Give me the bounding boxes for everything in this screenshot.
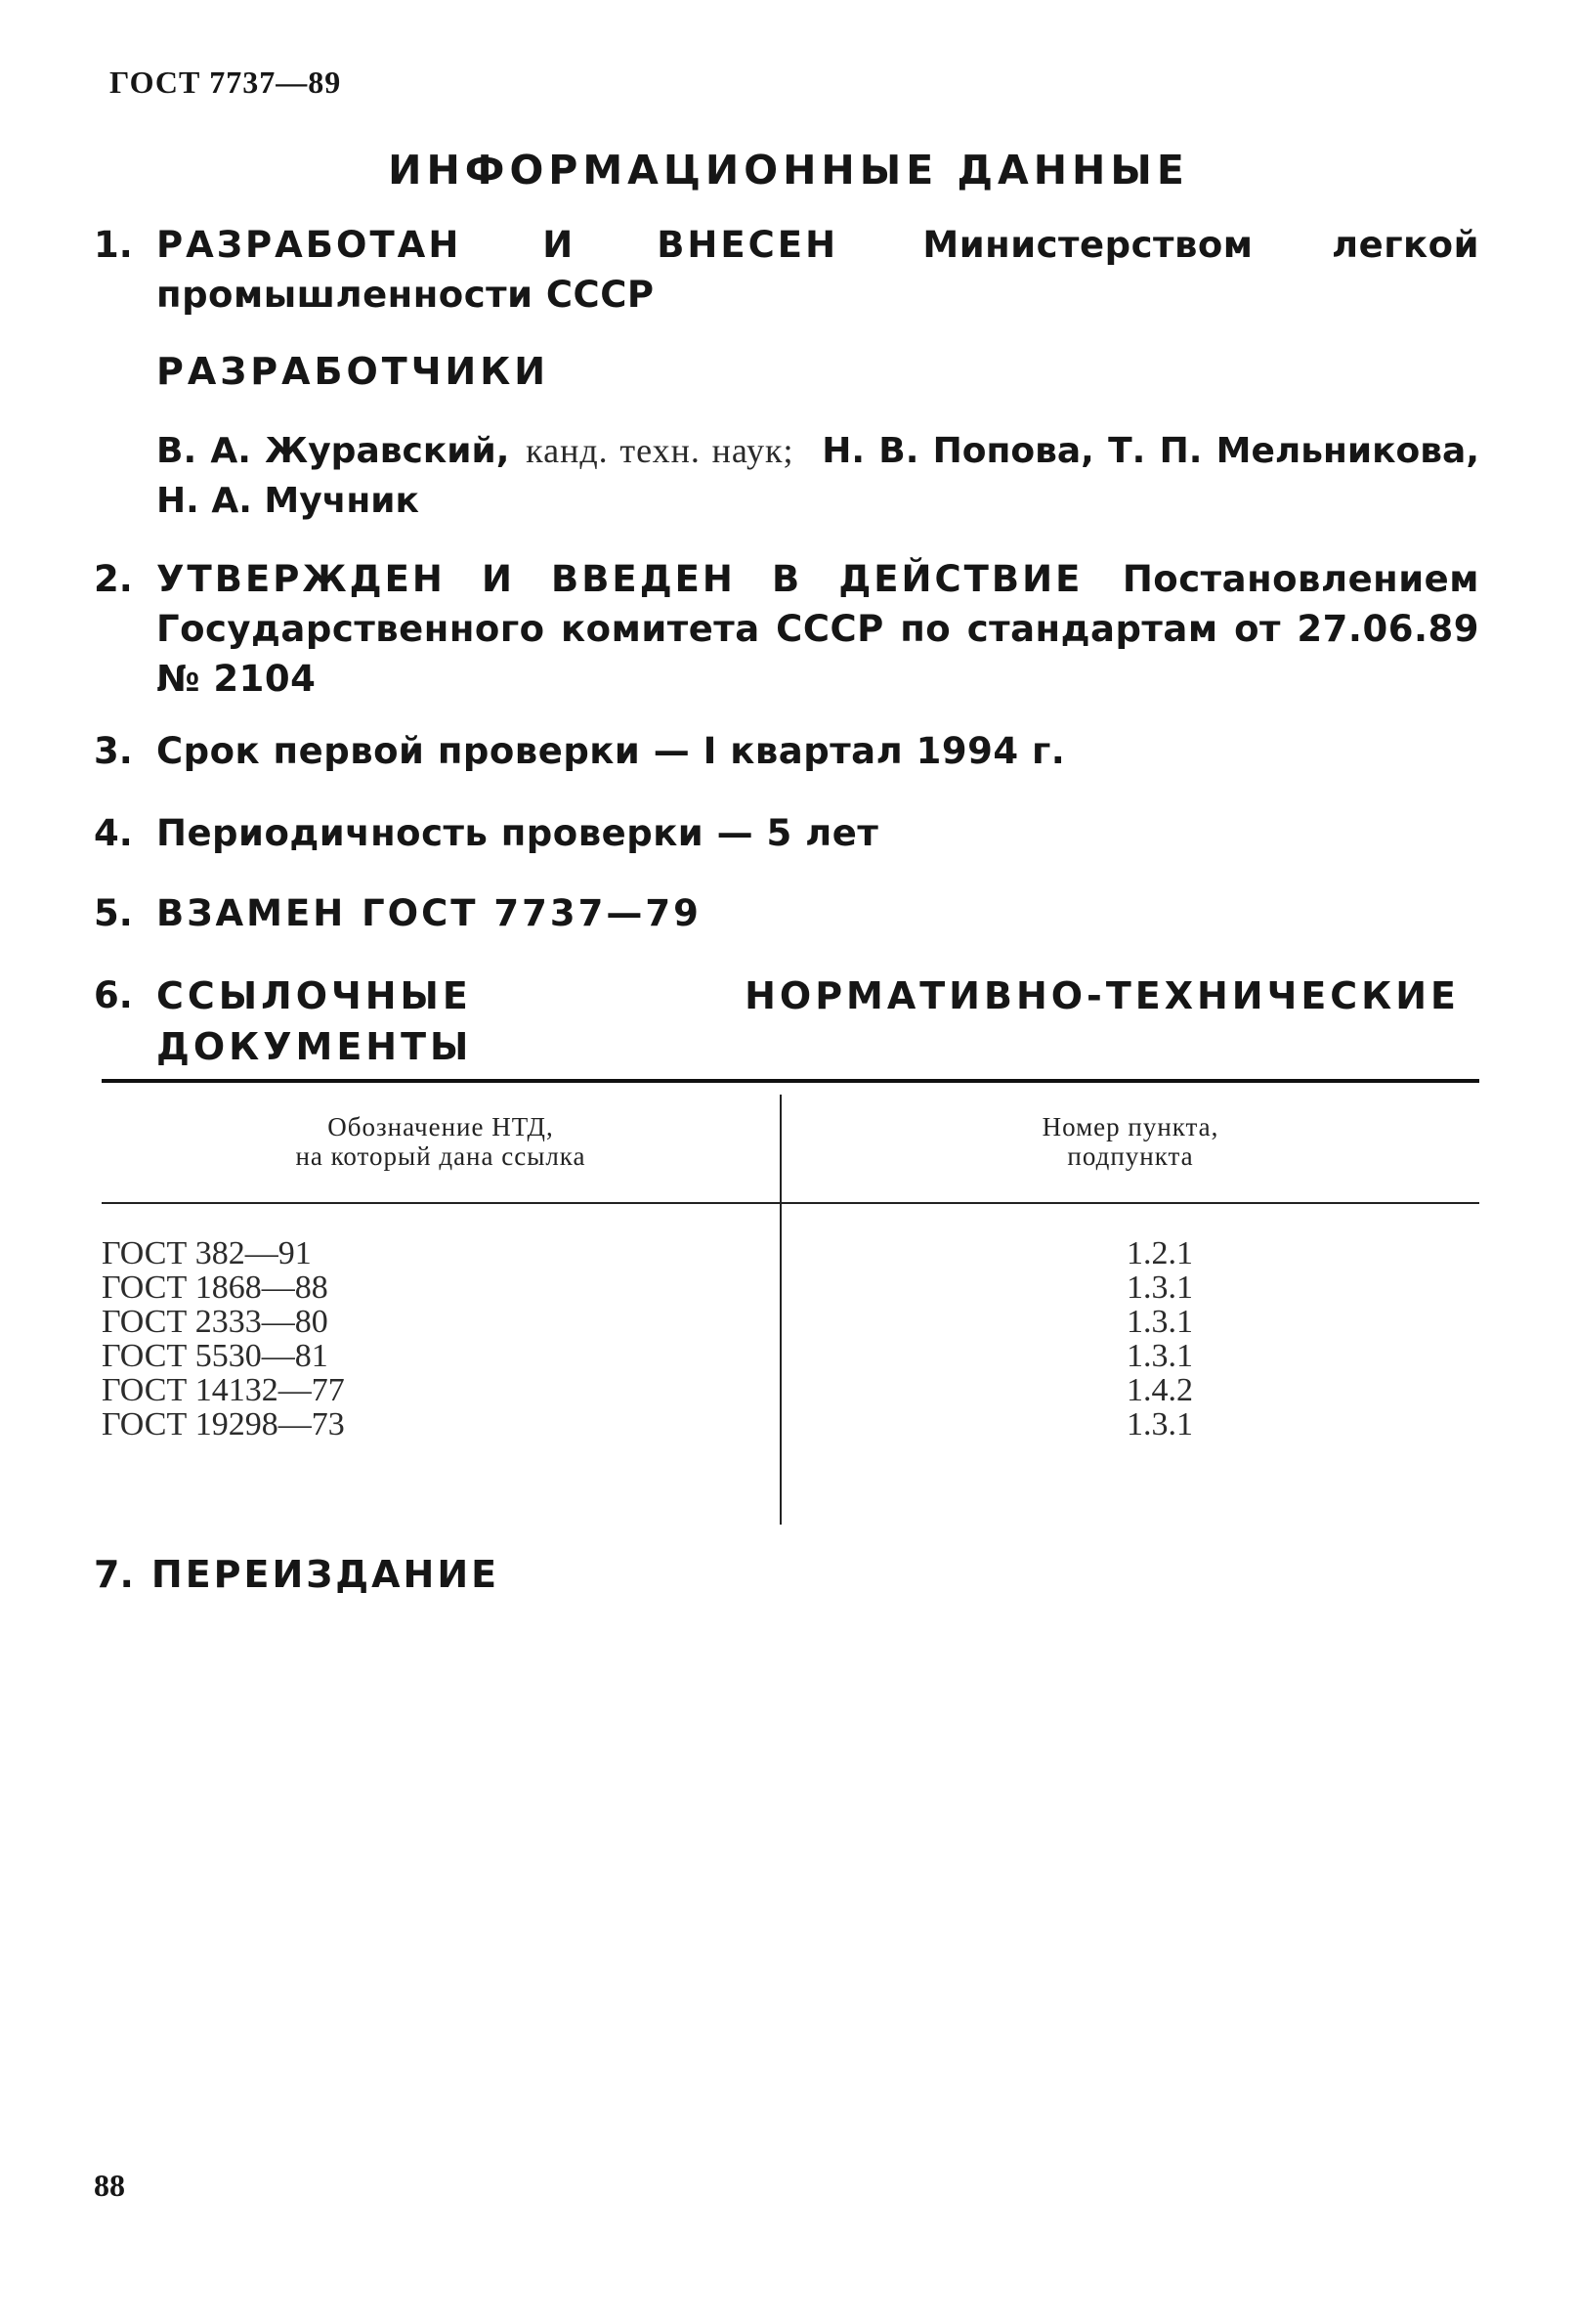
header-line: на который дана ссылка [295,1141,586,1171]
list-item [94,971,1479,1073]
table-column-documents [102,1236,766,1442]
header-line: Обозначение НТД, [327,1112,554,1141]
table-cell-clause: 1.3.1 [1127,1338,1193,1374]
developers-list [156,426,1479,526]
item-lead-text: УТВЕРЖДЕН И ВВЕДЕН В ДЕЙСТВИЕ [156,558,1084,600]
list-item [94,889,1479,939]
document-code: ГОСТ 7737—89 [109,65,342,100]
table-cell-clause: 1.4.2 [1127,1372,1193,1408]
developer-names: Н. В. Попова, Т. П. Мельникова, Н. А. Мучник [156,431,1480,521]
item-number: 2. [94,558,133,600]
item-lead-text: РАЗРАБОТАН И ВНЕСЕН [156,224,839,266]
table-cell-document: ГОСТ 5530—81 [102,1338,328,1374]
header-line: подпункта [1067,1141,1194,1171]
table-cell-document: ГОСТ 1868—88 [102,1270,328,1306]
list-item [94,727,1479,777]
table-cell-document: ГОСТ 19298—73 [102,1406,345,1442]
item-text: ССЫЛОЧНЫЕ НОРМАТИВНО-ТЕХНИЧЕСКИЕ ДОКУМЕНТЫ [156,974,1460,1068]
page-number: 88 [94,2168,125,2203]
page-title: ИНФОРМАЦИОННЫЕ ДАННЫЕ [388,147,1189,194]
table-cell-clause: 1.3.1 [1127,1270,1193,1306]
item-number: 4. [94,812,133,854]
table-header-rule [102,1202,1479,1204]
header-line: Номер пункта, [1042,1112,1219,1141]
list-item [94,1550,499,1600]
list-item [94,221,1479,321]
table-column-clauses [782,1236,1479,1442]
item-number: 6. [94,974,133,1016]
item-text: Срок первой проверки — I квартал 1994 г. [156,730,1066,772]
developers-heading: РАЗРАБОТЧИКИ [156,350,550,393]
table-header-document [102,1112,780,1171]
table-cell-document: ГОСТ 2333—80 [102,1304,328,1340]
item-number: 5. [94,892,133,934]
item-number: 1. [94,224,133,266]
item-text: ПЕРЕИЗДАНИЕ [150,1553,500,1596]
table-header-clause [782,1112,1479,1171]
item-text: Периодичность проверки — 5 лет [156,812,879,854]
developer-name: В. А. Журавский, [156,431,510,471]
table-cell-clause: 1.3.1 [1127,1406,1193,1442]
item-text: Министерством легкой промышленности СССР [156,224,1479,316]
item-text: Постановлением Государственного комитета СССР по стандартам от 27.06.89 № 2104 [156,558,1479,700]
table-cell-document: ГОСТ 14132—77 [102,1372,345,1408]
item-number: 3. [94,730,133,772]
table-cell-clause: 1.2.1 [1127,1235,1193,1271]
table-top-rule [102,1079,1479,1083]
item-number: 7. [94,1553,134,1596]
item-text: ВЗАМЕН ГОСТ 7737—79 [156,892,702,934]
list-item [94,555,1479,705]
table-cell-clause: 1.3.1 [1127,1304,1193,1340]
academic-degree: канд. техн. наук; [526,431,794,470]
list-item [94,809,1479,859]
table-cell-document: ГОСТ 382—91 [102,1235,312,1271]
